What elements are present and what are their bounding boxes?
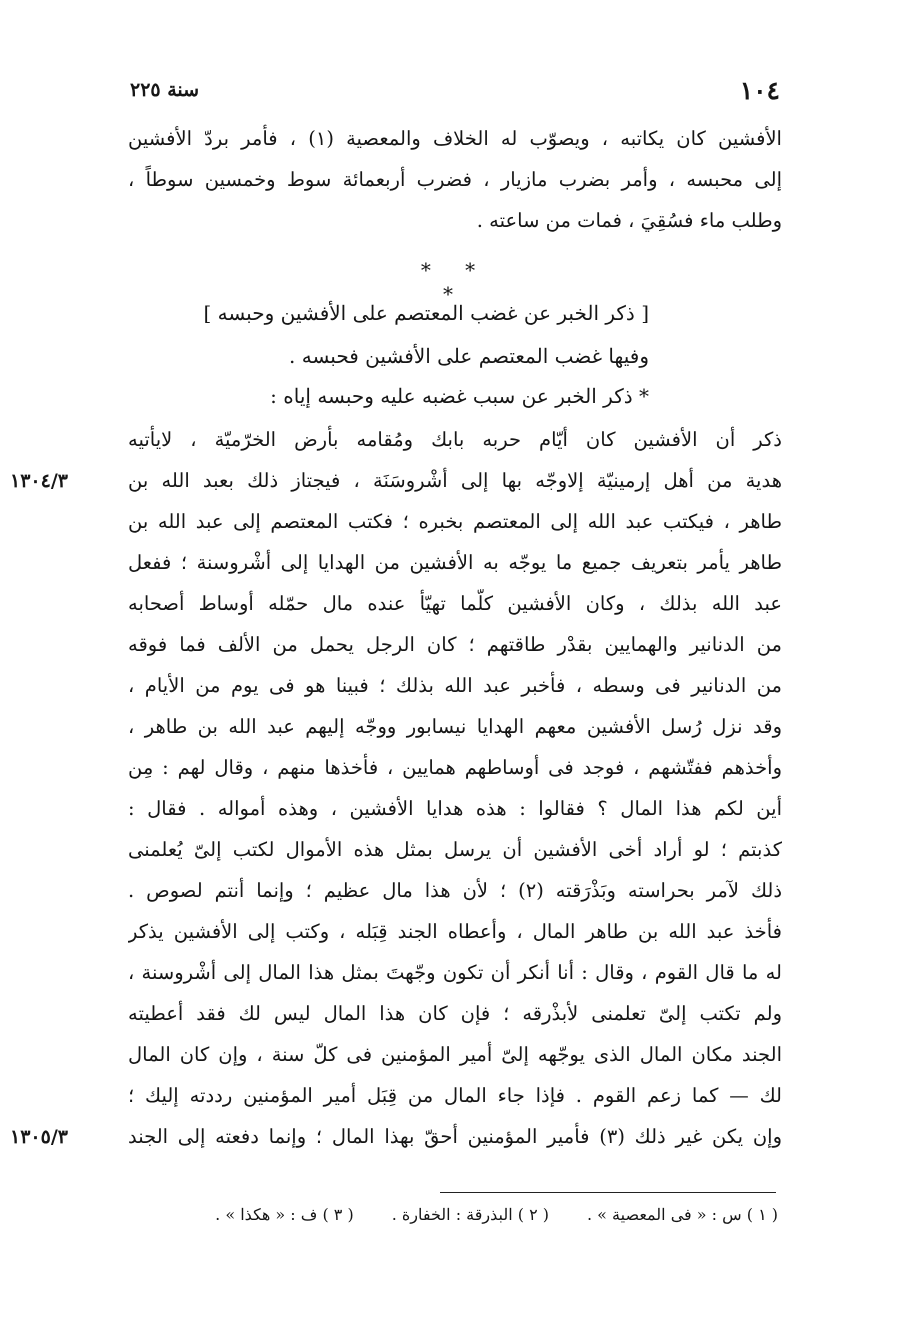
text-line: وقد نزل رُسل الأفشين معهم الهدايا نيسابور ووجّه إليهم عبد الله بن طاهر ، [128,715,782,738]
text-line: وطلب ماء فسُقِيَ ، فمات من ساعته . [476,209,782,232]
text-line: وأخذهم ففتّشهم ، فوجد فى أوساطهم همايين ، فأخذها منهم ، وقال لهم : مِن [128,756,782,779]
section-separator: * * * [420,258,490,306]
text-line: ولم تكتب إلىّ تعلمنى لأبذْرقه ؛ فإن كان هذا المال ليس لك فقد أعطيته [128,1002,782,1025]
page-header [130,76,780,110]
text-line: أين لكم هذا المال ؟ فقالوا : هذه هدايا الأفشين ، وهذه أمواله . فقال : [128,797,782,820]
section-subheading: وفيها غضب المعتصم على الأفشين فحبسه . [289,344,649,368]
footnote-divider [440,1192,776,1193]
text-line: الجند مكان المال الذى يوجّهه إلىّ أمير المؤمنين فى كلّ سنة ، وإن كان المال [128,1043,782,1066]
running-year-header: سنة ٢٢٥ [130,79,200,101]
margin-reference: ١٣٠٥/٣ [10,1126,68,1148]
text-line: فأخذ عبد الله بن طاهر المال ، وأعطاه الجند قِبَله ، وكتب إلى الأفشين يذكر [128,920,782,943]
text-line: إلى محبسه ، وأمر بضرب مازيار ، فضرب أربعمائة سوط وخمسين سوطاً ، [128,168,782,191]
footnote: ( ٣ ) ف : « هكذا » . [215,1205,354,1224]
page-number: ١٠٤ [739,76,780,105]
footnote: ( ٢ ) البذرقة : الخفارة . [391,1205,549,1224]
text-line: كذبتم ؛ لو أراد أخى الأفشين أن يرسل بمثل هذه الأموال لكتب إلىّ يُعلمنى [128,838,782,861]
section-heading: [ ذكر الخبر عن غضب المعتصم على الأفشين وحبسه ] [203,301,649,325]
text-line: طاهر ، فيكتب عبد الله إلى المعتصم بخبره ؛ فكتب المعتصم إلى عبد الله بن [128,510,782,533]
text-line: من الدنانير فى وسطه ، فأخبر عبد الله بذلك ؛ فبينا هو فى يوم من الأيام ، [128,674,782,697]
text-line: وإن يكن غير ذلك (٣) فأمير المؤمنين أحقّ بهذا المال ؛ وإنما دفعته إلى الجند [128,1125,782,1148]
text-line: عبد الله بذلك ، وكان الأفشين كلّما تهيّأ عنده مال حمّله أوساط أصحابه [128,592,782,615]
margin-reference: ١٣٠٤/٣ [10,470,68,492]
text-line: طاهر يأمر بتعريف جميع ما يوجّه به الأفشين من الهدايا إلى أشْروسنة ؛ ففعل [128,551,782,574]
section-sub-title: * ذكر الخبر عن سبب غضبه عليه وحبسه إياه : [270,384,649,408]
text-line: ذلك لآمر بحراسته وبَذْرَقته (٢) ؛ لأن هذا مال عظيم ؛ وإنما أنتم لصوص . [128,879,782,902]
footnotes [128,1202,778,1228]
text-line: من الدنانير والهمايين بقدْر طاقتهم ؛ كان الرجل يحمل من الألف فما فوقه [128,633,782,656]
text-line: ذكر أن الأفشين كان أيّام حربه بابك ومُقامه بأرض الخرّميّة ، لايأتيه [128,428,782,451]
footnote: ( ١ ) س : « فى المعصية » . [587,1205,778,1224]
text-line: لك — كما زعم القوم . فإذا جاء المال من قِبَل أمير المؤمنين رددته إليك ؛ [128,1084,782,1107]
text-line: الأفشين كان يكاتبه ، ويصوّب له الخلاف والمعصية (١) ، فأمر بردّ الأفشين [128,127,782,150]
text-line: هدية من أهل إرمينيّة إلاوجّه بها إلى أشْروسَنَة ، فيجتاز ذلك بعبد الله بن [128,469,782,492]
text-line: له ما قال القوم ، وقال : أنا أنكر أن تكون وجّهتَ بمثل هذا المال إلى أشْروسنة ، [128,961,782,984]
